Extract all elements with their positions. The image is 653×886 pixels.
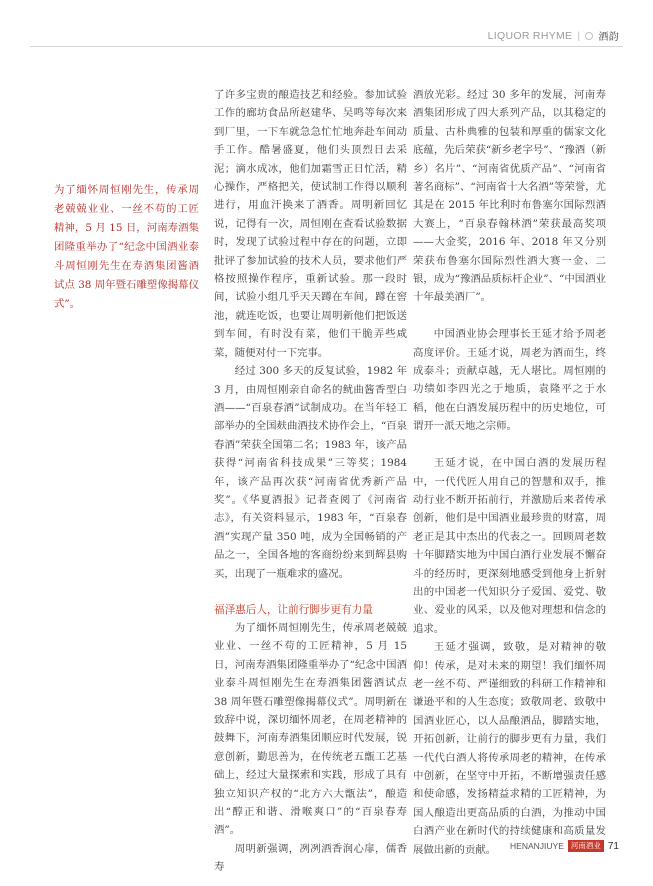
magazine-badge: 河南酒业 xyxy=(568,840,604,852)
section-heading: 福泽惠后人，让前行脚步更有力量 xyxy=(214,603,373,616)
paragraph: 为了缅怀周恒刚先生，传承周老兢兢业业、一丝不苟的工匠精神，5 月 15 日，河南寿酒集团隆重举办了“纪念中国酒业泰斗周恒刚先生在寿酒集团酱酒试点 38 周年暨石雕塑像揭幕仪式”。周明新在致辞中说，深切缅怀周老，在周老精神的鼓舞下，河南寿酒集团顺应时代发展，锐意创新，勤思善为，在传统老五甑工艺基础上，经过大量探索和实践，形成了具有独立知识产权的“北方六大甑法”，酿造出“醇正和谐、滑喉爽口”的“百泉春寿酒”。 xyxy=(214,621,407,837)
circle-icon xyxy=(585,32,593,40)
article-column-2 xyxy=(413,86,606,859)
section-title-cn: 酒韵 xyxy=(598,32,619,43)
page-footer xyxy=(510,840,619,852)
paragraph: 酒放光彩。经过 30 多年的发展，河南寿酒集团形成了四大系列产品，以其稳定的质量、古朴典雅的包装和厚重的儒家文化底蕴，先后荣获“新乡老字号”、“豫酒（新乡）名片”、“河南省优质产品”、“河南省著名商标”、“河南省十大名酒”等荣誉，尤其是在 2015 年比利时布鲁塞尔国际烈酒大赛上，“百泉春翰林酒”荣获最高奖项——大金奖，2016 年、2018 年又分别荣获布鲁塞尔国际烈性酒大赛一金、二银，成为“豫酒品质标杆企业”、“中国酒业十年最美酒厂”。 xyxy=(413,89,606,304)
pull-quote: 为了缅怀周恒刚先生，传承周老兢兢业业、一丝不苟的工匠精神，5 月 15 日，河南寿酒集团隆重举办了“纪念中国酒业泰斗周恒刚先生在寿酒集团酱酒试点 38 周年暨石雕塑像揭幕仪式”。 xyxy=(54,184,199,310)
paragraph: 中国酒业协会理事长王延才给予周老高度评价。王延才说，周老为酒而生，终成泰斗；贡献卓越，无人堪比。周恒刚的功绩如李四光之于地质，袁隆平之于水稻，他在白酒发展历程中的历史地位，可谓开一派天地之宗师。 xyxy=(413,328,606,433)
page-header xyxy=(488,28,619,43)
page-number: 71 xyxy=(607,840,619,852)
paragraph: 王延才说，在中国白酒的发展历程中，一代代匠人用自己的智慧和双手，推动行业不断开拓前行，并激励后来者传承创新，他们是中国酒业最珍贵的财富，周老正是其中杰出的代表之一。回顾周老数十年脚踏实地为中国白酒行业发展不懈奋斗的经历时，更深刻地感受到他身上折射出的中国老一代知识分子爱国、爱党、敬业、爱业的风采，以及他对理想和信念的追求。 xyxy=(413,457,606,635)
header-separator: | xyxy=(577,29,581,42)
paragraph: 了许多宝贵的酿造技艺和经验。参加试验工作的廊坊食品所赵建华、吴鸣等每次来到厂里，一下车就急急忙忙地奔赴车间动手工作。酷暑盛夏，他们头顶烈日去采泥；滴水成冰，他们加霜雪正日忙活，精心操作，严格把关，使试制工作得以顺利进行，用血汗换来了酒香。周明新回忆说，记得有一次，周恒刚在查看试验数据时，发现了试验过程中存在的问题，立即批评了参加试验的技术人员，要求他们严格按照操作程序，重新试验。那一段时间，试验小组几乎天天蹲在车间，蹲在窖池，就连吃饭，也要让周明新他们把饭送到车间，有时没有菜，他们干脆弄些咸菜，随便对付一下完事。 xyxy=(214,89,407,359)
header-divider xyxy=(30,46,623,47)
paragraph: 经过 300 多天的反复试验，1982 年 3 月，由周恒刚亲自命名的鱿曲酱香型白酒——“百泉春酒”试制成功。在当年轻工部举办的全国麸曲酒技术协作会上，“百泉春酒”荣获全国第二名；1983 年，该产品获得“河南省科技成果”三等奖；1984 年，该产品再次获“河南省优秀新产品奖”。《华夏酒报》记者查阅了《河南省志》，有关资料显示，1983 年，“百泉春酒”实现产量 350 吨，成为全国畅销的产品之一，全国各地的客商纷纷来到辉县购买，出现了一瓶难求的盛况。 xyxy=(214,365,407,580)
section-title-en: LIQUOR RHYME xyxy=(487,29,573,42)
article-column-1 xyxy=(214,86,407,877)
paragraph: 周明新强调，冽冽酒香润心扉，儒香寿 xyxy=(214,842,407,874)
paragraph: 王延才强调，致敬，是对精神的敬仰！传承，是对未来的期望！我们缅怀周老一丝不苟、严谨细致的科研工作精神和谦逊平和的人生态度；致敬周老、致敬中国酒业匠心，以人品酿酒品，脚踏实地，开拓创新，让前行的脚步更有力量，我们一代代白酒人将传承周老的精神，在传承中创新，在坚守中开拓，不断增强责任感和使命感，发扬精益求精的工匠精神，为国人酿造出更高品质的白酒，为推动中国白酒产业在新时代的持续健康和高质量发展做出新的贡献。 xyxy=(413,641,606,856)
magazine-brand: HENANJIUYE xyxy=(510,841,564,851)
